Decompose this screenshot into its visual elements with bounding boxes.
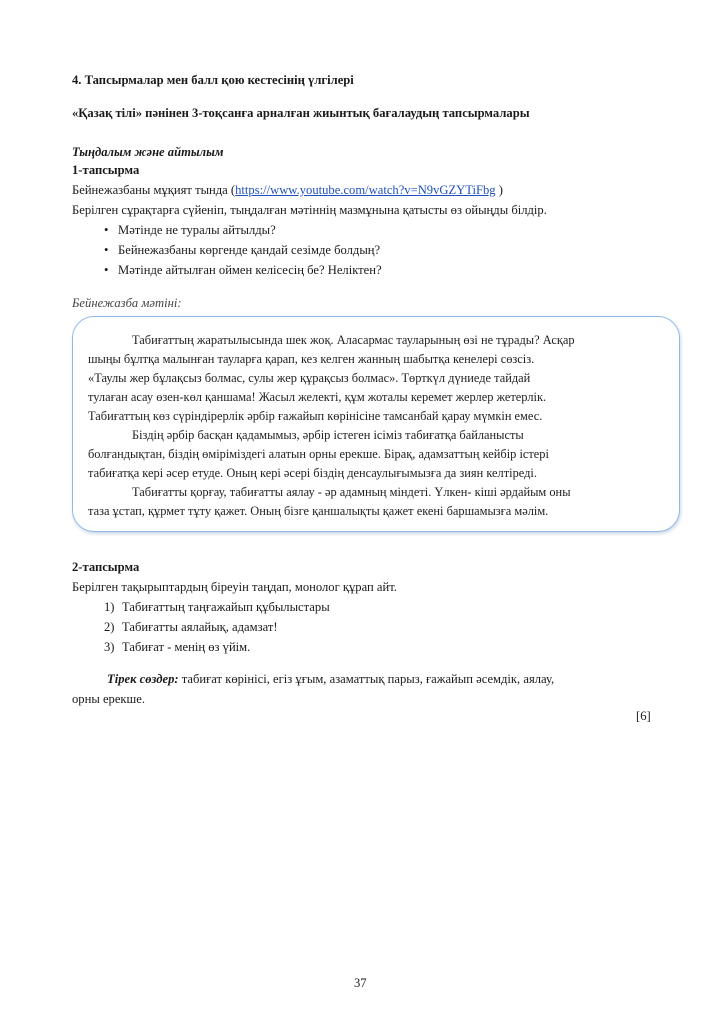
youtube-link[interactable]: https://www.youtube.com/watch?v=N9vGZYTiFbg [235,183,496,197]
video-text-line: Біздің әрбір басқан қадамымыз, әрбір істеген ісіміз табиғатқа байланысты [132,428,524,442]
question-item [104,243,380,258]
listening-speaking-title: Тыңдалым және айтылым [72,145,224,159]
video-text-line: Табиғатты қорғау, табиғатты аялау - әр адамның міндеті. Үлкен- кіші әрдайым оны [132,485,571,499]
video-text-line: болғандықтан, біздің өміріміздегі алатын орны ерекше. Бірақ, адамзаттың кейбір істері [88,447,549,461]
task2-instruction: Берілген тақырыптардың біреуін таңдап, монолог құрап айт. [72,580,397,594]
question-text: Мәтінде айтылған оймен келісесің бе? Неліктен? [118,263,382,277]
video-text-line: Табиғаттың жаратылысында шек жоқ. Аласармас тауларының өзі не тұрады? Асқар [132,333,575,347]
video-text-line: «Таулы жер бұлақсыз болмас, сулы жер құрақсыз болмас». Төрткүл дүниеде тайдай [88,371,531,385]
video-text-line: таза ұстап, құрмет тұту қажет. Оның бізге қаншалықты қажет екені баршамызға мәлім. [88,504,549,518]
video-text-label: Бейнежазба мәтіні: [72,296,182,310]
page-number: 37 [354,976,367,990]
keywords-text: табиғат көрінісі, егіз ұғым, азаматтық парыз, ғажайып әсемдік, аялау, [178,672,555,686]
subject-subheading: «Қазақ тілі» пәнінен 3-тоқсанға арналған жиынтық бағалаудың тапсырмалары [72,106,530,120]
bullet-icon: • [104,263,109,277]
topic-item [104,640,250,655]
topic-text: Табиғатты аялайық, адамзат! [122,620,278,634]
video-text-line: тулаған асау өзен-көл қаншама! Жасыл желекті, құм жоталы керемет жерлер жетерлік. [88,390,547,404]
topic-item [104,600,330,615]
question-item [104,223,276,238]
instruction-prefix: Бейнежазбаны мұқият тында ( [72,183,236,197]
video-text-line-content: шыңы бұлтқа малынған тауларға қарап, кез келген жанның шабытқа кенелері сөзсіз. [88,352,535,366]
topic-number: 1) [104,600,115,614]
section-heading: 4. Тапсырмалар мен балл қою кестесінің үлгілері [72,73,354,87]
score-mark: [6] [636,709,651,723]
bullet-icon: • [104,243,109,257]
keywords-label: Тірек сөздер: [107,672,179,686]
task1-instruction2: Берілген сұрақтарға сүйеніп, тыңдалған мәтіннің мазмұнына қатысты өз ойыңды білдір. [72,203,547,217]
keywords-line-2: орны ерекше. [72,692,145,706]
task1-title: 1-тапсырма [72,163,140,177]
topic-number: 2) [104,620,115,634]
task1-instruction [72,183,503,198]
video-text-line: Табиғаттың көз сүріндірерлік әрбір ғажайып көрінісіне тамсанбай қарау мүмкін емес. [88,409,543,423]
video-text-line: табиғатқа кері әсер етуде. Оның кері әсері біздің денсаулығымызға да зиян келтіреді. [88,466,537,480]
question-text: Бейнежазбаны көргенде қандай сезімде болдың? [118,243,381,257]
question-text: Мәтінде не туралы айтылды? [118,223,276,237]
video-text-line [88,352,648,367]
topic-text: Табиғаттың таңғажайып құбылыстары [122,600,330,614]
keywords-line [107,672,554,687]
topic-number: 3) [104,640,115,654]
topic-item [104,620,278,635]
question-item [104,263,382,278]
task2-title: 2-тапсырма [72,560,140,574]
instruction-suffix: ) [495,183,503,197]
topic-text: Табиғат - менің өз үйім. [122,640,251,654]
bullet-icon: • [104,223,109,237]
